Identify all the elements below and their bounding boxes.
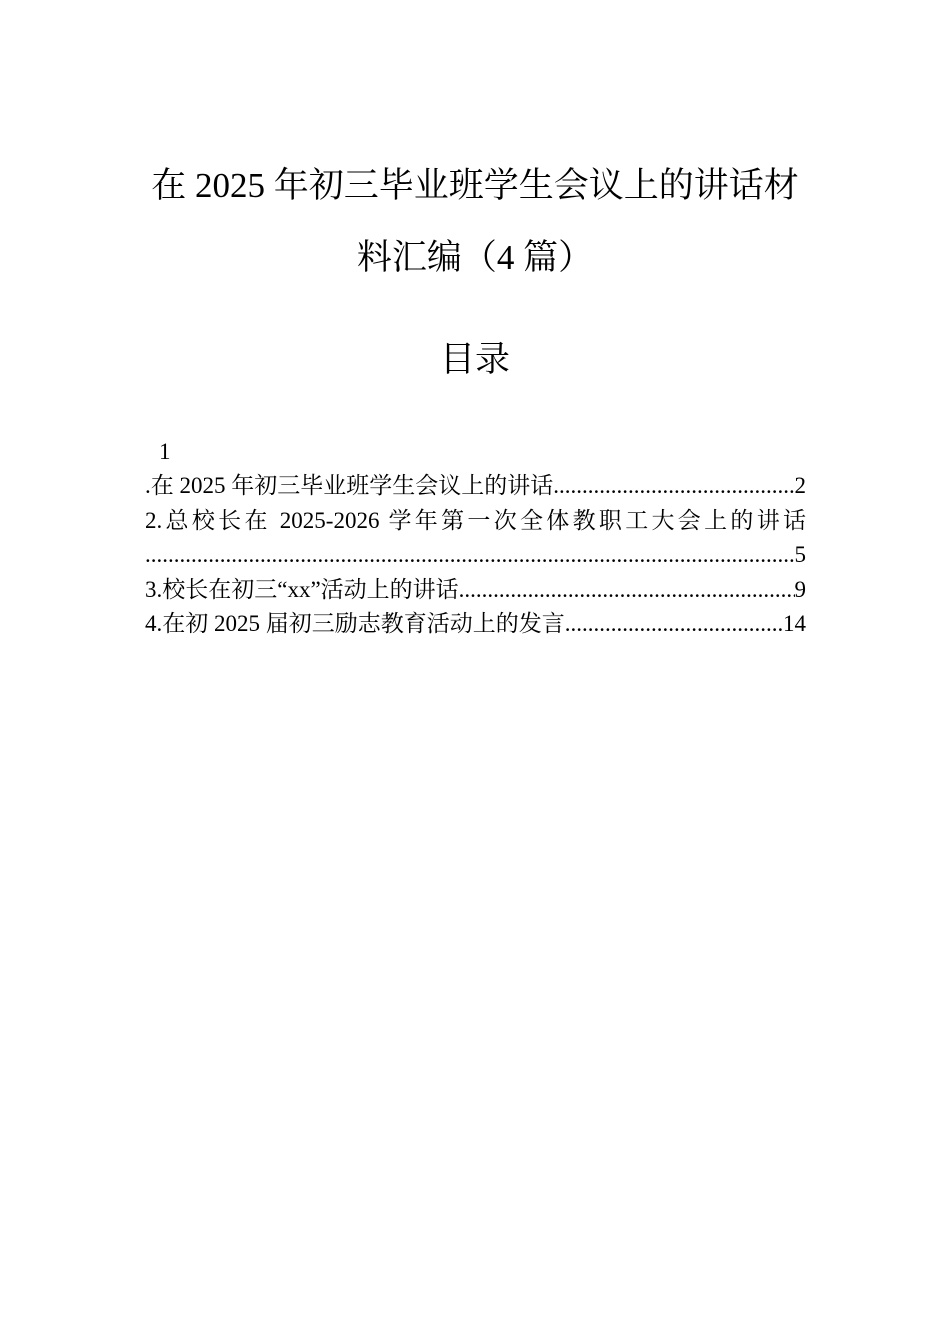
table-of-contents: [145, 432, 806, 639]
toc-item-2-page[interactable]: 5: [794, 542, 806, 567]
toc-item-3-text[interactable]: 3.校长在初三“xx”活动上的讲话: [145, 576, 459, 602]
toc-item-1-leader: [553, 471, 794, 501]
toc-item-2-leader-line[interactable]: [145, 536, 806, 571]
document-title-line-1: 在 2025 年初三毕业班学生会议上的讲话材: [151, 166, 799, 205]
toc-item-1[interactable]: [145, 467, 806, 502]
toc-item-3-page[interactable]: 9: [794, 576, 806, 602]
toc-item-4-page[interactable]: 14: [783, 611, 806, 636]
toc-item-2-leader: [145, 540, 795, 570]
toc-item-3-leader: [459, 575, 795, 605]
toc-item-1-number: 1: [159, 438, 171, 464]
toc-item-4-text[interactable]: 4.在初 2025 届初三励志教育活动上的发言: [145, 611, 565, 636]
toc-item-2-text[interactable]: 2.总校长在 2025-2026 学年第一次全体教职工大会上的讲话: [145, 507, 806, 533]
toc-item-3[interactable]: [145, 570, 806, 605]
toc-heading: 目录: [439, 340, 510, 379]
toc-item-4[interactable]: [145, 605, 806, 640]
toc-item-2-text-line[interactable]: [145, 501, 806, 536]
toc-item-1-page[interactable]: 2: [794, 473, 806, 498]
document-title-line-2: 料汇编（4 篇）: [356, 238, 594, 277]
toc-item-1-text[interactable]: .在 2025 年初三毕业班学生会议上的讲话: [145, 473, 554, 498]
toc-item-4-leader: [565, 609, 783, 639]
toc-item-1-number-line: [145, 432, 806, 467]
